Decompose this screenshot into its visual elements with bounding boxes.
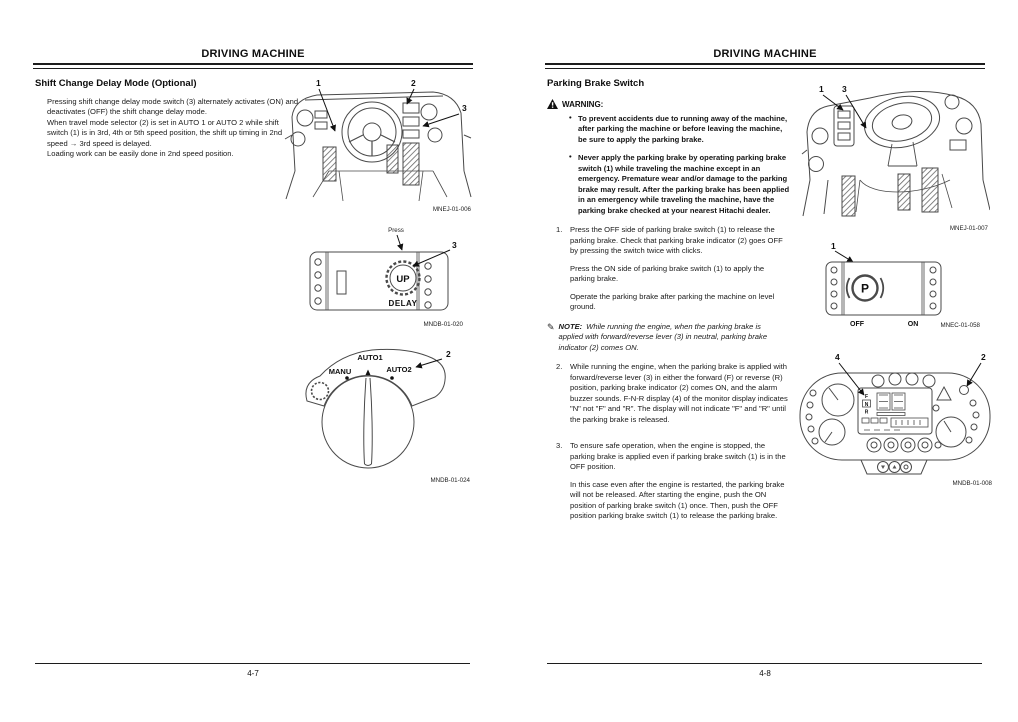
warning-bullets xyxy=(569,114,791,216)
callout-1: 1 xyxy=(831,241,836,251)
callout-3: 3 xyxy=(842,84,847,94)
paragraph: When travel mode selector (2) is set in AUTO 1 or AUTO 2 while shift switch (1) is in 3rd, 4th or 5th speed position, the shift up timing in 2nd speed → 3rd speed is delayed. xyxy=(47,117,283,148)
selector-knob xyxy=(322,376,414,468)
fnr-f: F xyxy=(864,394,869,400)
note-block xyxy=(547,322,785,354)
note-pencil-icon: ✎ xyxy=(547,321,555,332)
callout-4: 4 xyxy=(835,352,840,362)
warning-triangle-icon xyxy=(937,387,951,400)
off-label: OFF xyxy=(850,321,864,328)
monitor-line-art xyxy=(800,373,990,474)
step-paragraph: Operate the parking brake after parking the machine on level ground. xyxy=(570,291,775,312)
callout-arrow xyxy=(823,95,843,110)
callout-1: 1 xyxy=(316,78,321,88)
step-number: 2. xyxy=(556,362,563,372)
figure-mode-selector xyxy=(300,345,475,490)
step-text xyxy=(570,225,788,319)
callout-arrow xyxy=(835,251,853,262)
warning-bullet xyxy=(569,153,791,216)
figure-dashboard-perspective xyxy=(800,80,990,240)
page-header-title: DRIVING MACHINE xyxy=(201,48,305,60)
header-rule xyxy=(33,63,473,69)
body-text-left xyxy=(47,97,299,160)
dashboard-front-illustration xyxy=(283,73,473,213)
callout-2: 2 xyxy=(981,352,986,362)
callout-3: 3 xyxy=(462,103,467,113)
position-auto2: AUTO2 xyxy=(386,365,412,374)
step-paragraph: While running the engine, when the parking brake is applied with forward/reverse lever (3) in either the forward (F) or reverse (R) position, parking brake indicator (2) comes ON, and the alarm buzzer sounds. F-N-R display (4) of the monitor display indicates "N" not "F" and "R". The display will not indicate "F" and "R" until the parking brake is released. xyxy=(570,362,788,424)
figure-caption: MNEC-01-058 xyxy=(940,322,980,329)
switch-delay-text: DELAY xyxy=(388,299,418,308)
callout-arrow xyxy=(839,363,864,395)
figure-caption: MNDB-01-008 xyxy=(952,480,992,487)
page-header-left xyxy=(33,48,473,60)
header-rule xyxy=(545,63,985,69)
page-header-right xyxy=(545,48,985,60)
note-label: NOTE: xyxy=(558,321,583,331)
callouts xyxy=(316,78,467,131)
section-title-right: Parking Brake Switch xyxy=(547,78,645,89)
warning-text: • Never apply the parking brake by operating parking brake switch (1) while traveling the machine except in an emergency. Premature wear and/or damage to the parking brake may result. After the parking brake has been applied in an emergency while traveling the machine, have the parking brake checked at your nearest Hitachi dealer. xyxy=(578,153,790,215)
position-auto1: AUTO1 xyxy=(357,353,383,362)
step-number: 1. xyxy=(556,225,563,235)
step-2 xyxy=(556,362,788,432)
step-number: 3. xyxy=(556,441,563,451)
switch-line-art xyxy=(310,252,448,310)
fnr-r: R xyxy=(864,409,869,416)
step-paragraph: Press the ON side of parking brake switch (1) to apply the parking brake. xyxy=(570,263,765,284)
page-header-title: DRIVING MACHINE xyxy=(713,48,817,60)
paragraph: Pressing shift change delay mode switch (3) alternately activates (ON) and deactivates (OFF) the shift change delay mode. xyxy=(47,97,299,117)
warning-bullet xyxy=(569,114,791,145)
on-label: ON xyxy=(907,321,919,328)
figure-caption: MNEJ-01-006 xyxy=(432,206,471,213)
switch-up-text: UP xyxy=(396,274,410,285)
mode-selector-illustration xyxy=(300,345,475,485)
warning-text: • To prevent accidents due to running away of the machine, after parking the machine or before leaving the machine, be sure to apply the parking brake. xyxy=(578,114,788,144)
dashboard-perspective-illustration xyxy=(800,80,990,235)
right-gauges xyxy=(933,386,979,449)
figure-parking-brake-switch xyxy=(810,238,985,343)
lcd-content xyxy=(862,393,928,430)
left-gauges xyxy=(806,384,854,445)
figure-caption: MNDB-01-020 xyxy=(423,321,463,328)
dashboard-line-art xyxy=(802,90,990,216)
step-1 xyxy=(556,225,788,319)
monitor-buttons xyxy=(867,438,932,452)
page-left xyxy=(33,48,473,703)
paragraph: Loading work can be easily done in 2nd speed position. xyxy=(47,149,234,159)
footer-rule xyxy=(547,663,982,664)
parking-brake-p: P xyxy=(860,281,870,296)
footer-rule xyxy=(35,663,470,664)
pedal-icons xyxy=(323,143,419,185)
note-text: NOTE: While running the engine, when the parking brake is applied with forward/reverse lever (3) in neutral, parking brake indicator (2) comes ON. xyxy=(558,321,768,352)
page-number-left: 4-7 xyxy=(247,669,259,678)
parking-brake-switch-illustration xyxy=(810,238,985,338)
figure-caption: MNDB-01-024 xyxy=(430,477,470,484)
step-paragraph: To ensure safe operation, when the engine is stopped, the parking brake is applied even if parking brake switch (1) is in the OFF position. xyxy=(570,441,786,472)
selector-line-art xyxy=(306,349,445,468)
figure-dashboard-front xyxy=(283,73,473,218)
dashboard-line-art xyxy=(285,92,471,201)
callout-3: 3 xyxy=(452,240,457,250)
position-manu: MANU xyxy=(328,367,352,376)
page-right xyxy=(545,48,992,703)
switch-line-art xyxy=(826,262,941,315)
warning-icon xyxy=(547,99,558,109)
warning-label: WARNING: xyxy=(562,99,604,109)
step-paragraph: In this case even after the engine is restarted, the parking brake will not be released. After starting the engine, push the ON position of parking brake switch (1) once. Then, push the OFF position parking brake switch (1) to release the parking brake. xyxy=(570,479,785,520)
step-paragraph: Press the OFF side of parking brake switch (1) to release the parking brake. Check that parking brake indicator (2) goes OFF by pressing the switch twice with clicks. xyxy=(570,225,783,256)
figure-delay-switch xyxy=(300,222,465,335)
step-text xyxy=(570,362,788,432)
page-number-right: 4-8 xyxy=(759,669,771,678)
figure-caption: MNEJ-01-007 xyxy=(949,225,988,232)
callout-1: 1 xyxy=(819,84,824,94)
callout-2: 2 xyxy=(411,78,416,88)
press-label: Press xyxy=(388,227,404,234)
step-3 xyxy=(556,441,788,528)
steering-wheel-icon xyxy=(860,90,945,155)
press-arrow xyxy=(397,235,402,250)
fnr-n: N xyxy=(864,401,869,408)
monitor-display-illustration xyxy=(788,348,998,488)
delay-switch-illustration xyxy=(300,222,465,330)
figure-monitor-display xyxy=(788,348,998,493)
section-title-left: Shift Change Delay Mode (Optional) xyxy=(35,78,197,89)
parking-brake-indicator xyxy=(960,386,969,395)
callout-2: 2 xyxy=(446,349,451,359)
step-text xyxy=(570,441,788,528)
